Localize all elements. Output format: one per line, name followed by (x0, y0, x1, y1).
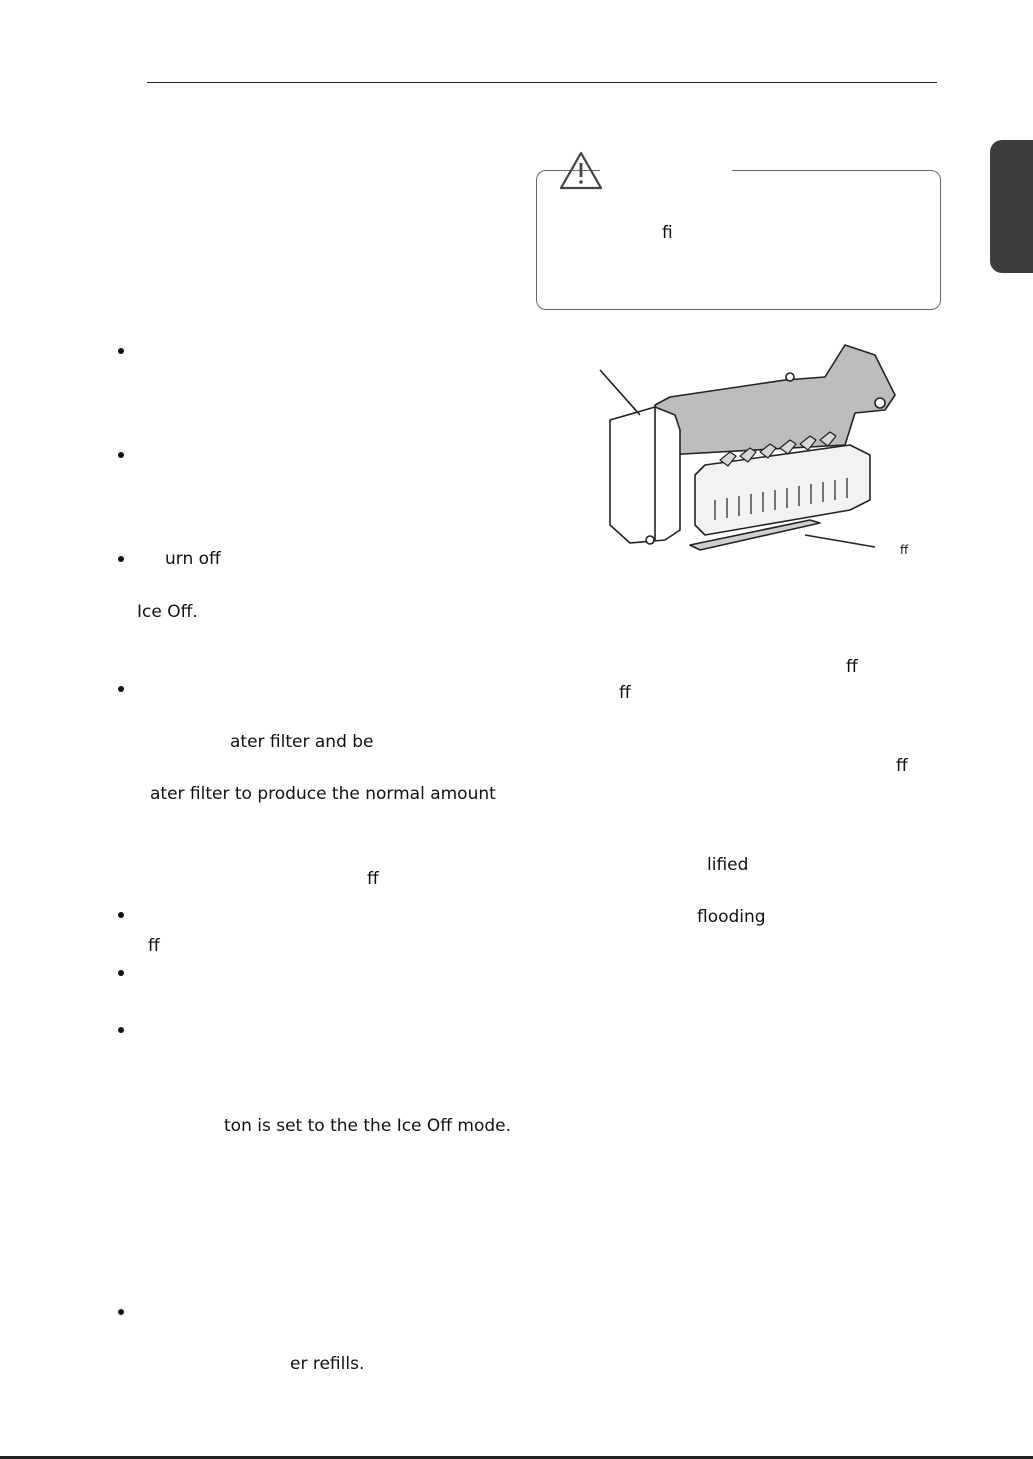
warning-icon (558, 150, 604, 192)
bullet (118, 452, 124, 458)
illustration-callout: ff (900, 543, 909, 557)
text-fragment: ton is set to the the Ice Off mode. (224, 1116, 512, 1136)
text-fragment: ater filter to produce the normal amount (150, 784, 496, 804)
text-fragment: ater filter and be (230, 732, 374, 752)
text-fragment: ff (367, 869, 379, 889)
text-fragment: ff (148, 936, 160, 956)
text-fragment: ff (619, 683, 631, 703)
text-fragment: ff (846, 657, 858, 677)
text-fragment: er refills. (290, 1354, 365, 1374)
header-rule (147, 82, 937, 83)
text-fragment: lified (707, 855, 749, 875)
text-fragment: urn off (165, 549, 221, 569)
bullet (118, 1027, 124, 1033)
caution-text-fragment: fi (662, 223, 673, 243)
bullet (118, 348, 124, 354)
bullet (118, 556, 124, 562)
bullet (118, 686, 124, 692)
caution-header-gap (600, 164, 732, 176)
ice-maker-illustration (595, 335, 915, 560)
bullet (118, 970, 124, 976)
text-fragment: Ice Off. (137, 602, 198, 622)
bullet (118, 912, 124, 918)
bullet (118, 1309, 124, 1315)
language-side-tab (990, 140, 1033, 273)
text-fragment: ff (896, 756, 908, 776)
text-fragment: flooding (697, 907, 766, 927)
